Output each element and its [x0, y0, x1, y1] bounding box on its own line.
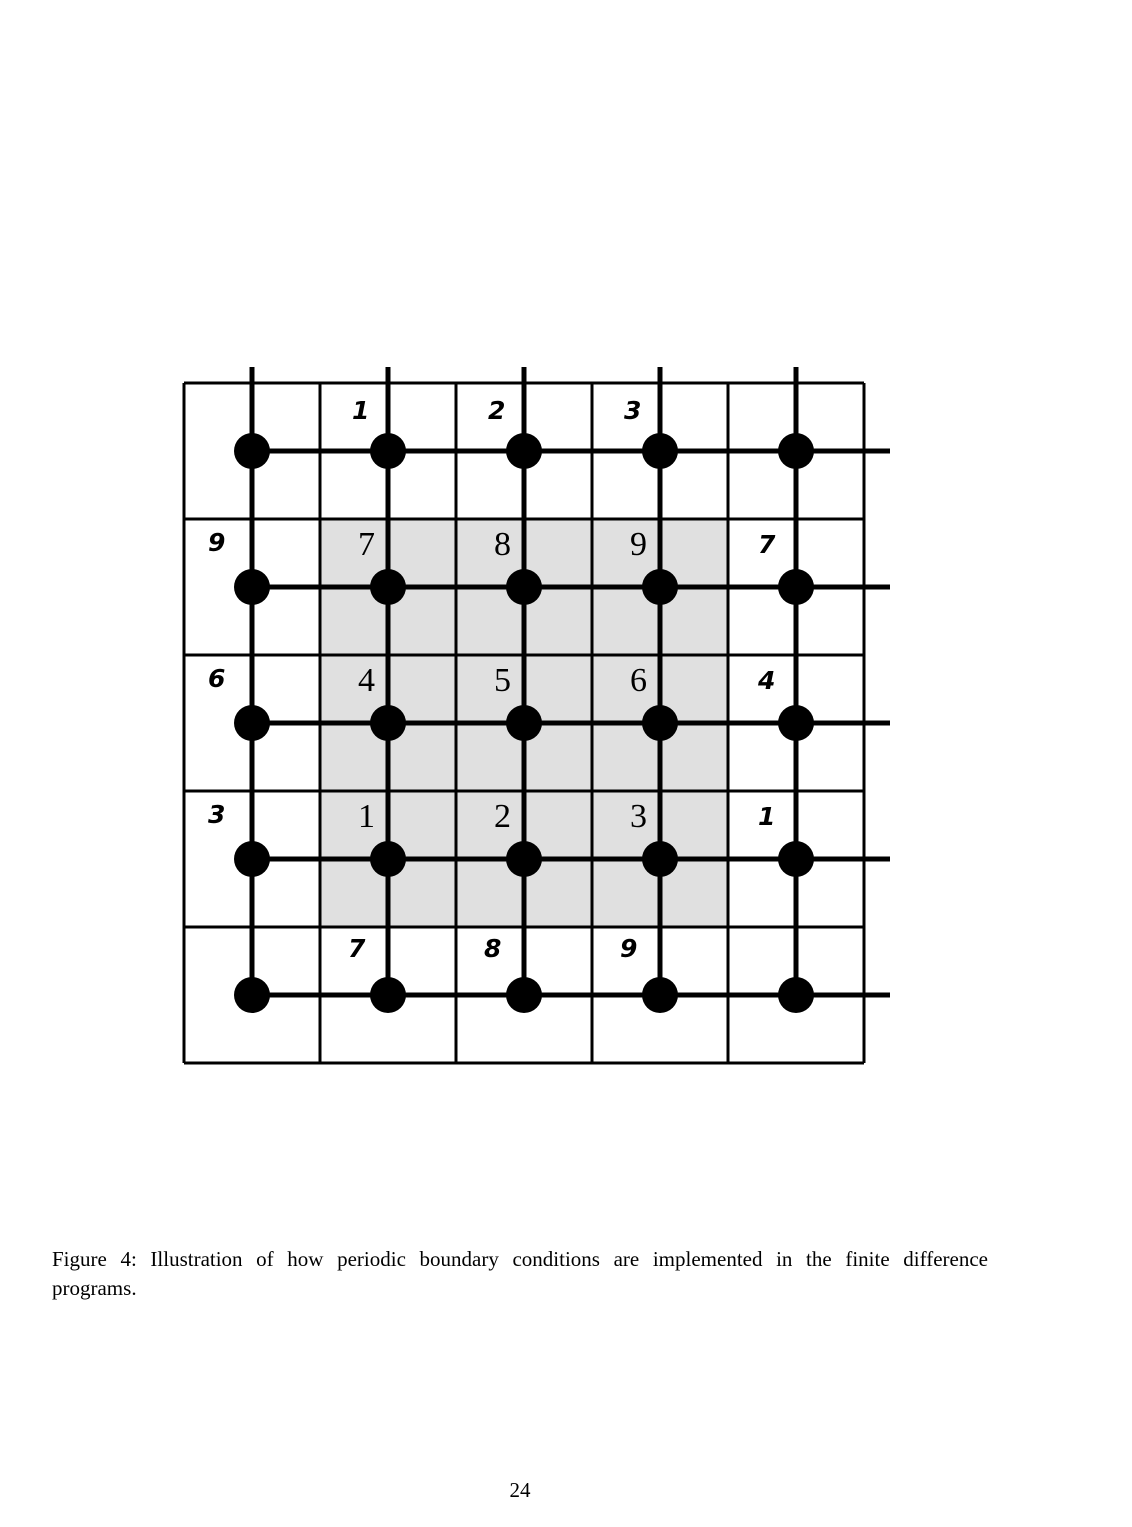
grid-node: [642, 569, 678, 605]
interior-label: 3: [630, 798, 647, 835]
grid-node: [642, 433, 678, 469]
page-number: 24: [509, 1478, 531, 1502]
grid-node: [778, 705, 814, 741]
ghost-label: 3: [624, 396, 642, 425]
grid-node: [234, 433, 270, 469]
ghost-label: 3: [208, 800, 226, 829]
grid-node: [506, 433, 542, 469]
grid-node: [370, 841, 406, 877]
grid-node: [506, 569, 542, 605]
grid-node: [370, 433, 406, 469]
ghost-label: 6: [208, 664, 226, 693]
interior-label: 9: [630, 526, 647, 563]
grid-node: [370, 569, 406, 605]
ghost-label: 1: [352, 396, 370, 425]
interior-label: 6: [630, 662, 647, 699]
grid-node: [234, 705, 270, 741]
grid-node: [778, 977, 814, 1013]
grid-node: [642, 841, 678, 877]
grid-node: [778, 841, 814, 877]
grid-node: [778, 433, 814, 469]
grid-node: [506, 705, 542, 741]
grid-node: [370, 977, 406, 1013]
ghost-label: 2: [488, 396, 506, 425]
figure-caption: Figure 4: Illustration of how periodic boundary conditions are implemented in the finite difference programs.: [52, 1247, 988, 1300]
ghost-label: 7: [348, 934, 366, 963]
interior-label: 8: [494, 526, 511, 563]
grid-node: [778, 569, 814, 605]
grid-node: [642, 705, 678, 741]
ghost-label: 8: [484, 934, 502, 963]
ghost-label: 1: [758, 802, 776, 831]
ghost-label: 4: [758, 666, 776, 695]
grid-node: [642, 977, 678, 1013]
interior-label: 7: [358, 526, 375, 563]
interior-label: 1: [358, 798, 375, 835]
ghost-label: 7: [758, 530, 776, 559]
grid-node: [234, 569, 270, 605]
grid-node: [234, 841, 270, 877]
interior-label: 5: [494, 662, 511, 699]
grid-node: [506, 977, 542, 1013]
grid-node: [234, 977, 270, 1013]
grid-node: [370, 705, 406, 741]
grid-node: [506, 841, 542, 877]
interior-label: 2: [494, 798, 511, 835]
interior-label: 4: [358, 662, 375, 699]
ghost-label: 9: [620, 934, 638, 963]
ghost-label: 9: [208, 528, 226, 557]
